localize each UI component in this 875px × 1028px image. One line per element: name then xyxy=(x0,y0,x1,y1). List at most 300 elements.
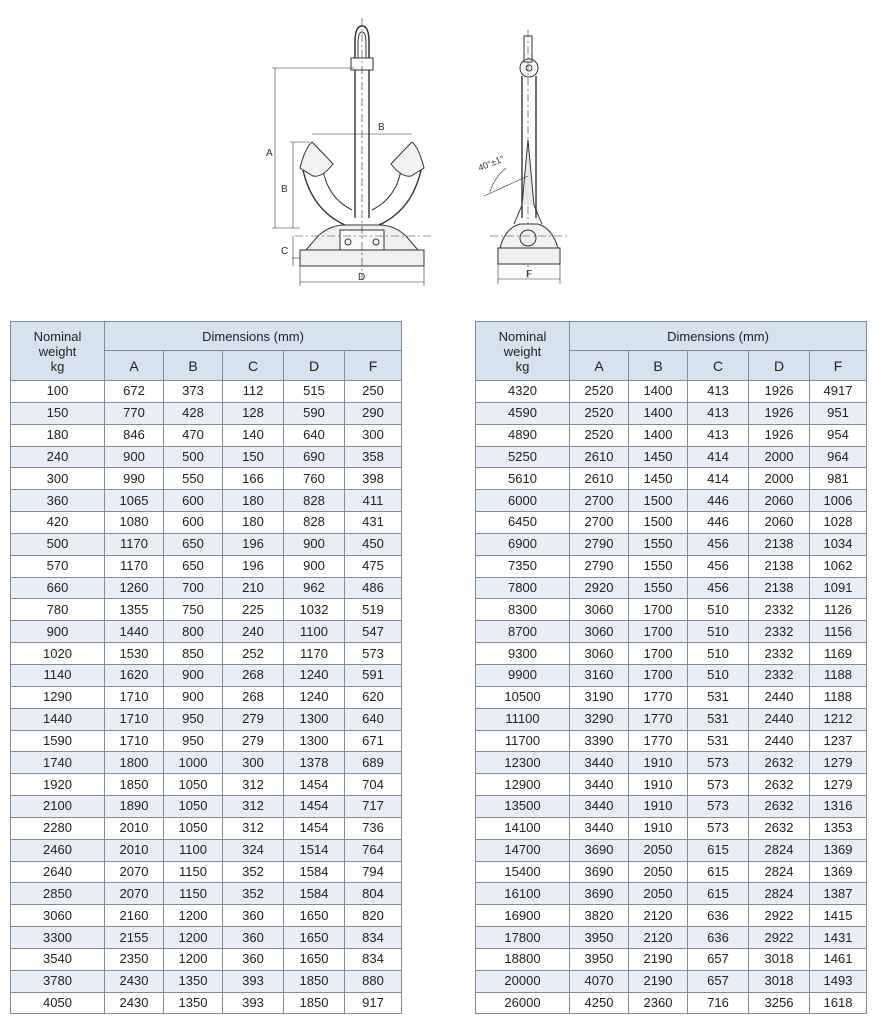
cell-weight: 8300 xyxy=(476,599,570,621)
cell-weight: 1290 xyxy=(11,686,105,708)
cell-weight: 360 xyxy=(11,490,105,512)
cell-d: 2922 xyxy=(749,905,810,927)
cell-f: 358 xyxy=(345,446,402,468)
cell-c: 510 xyxy=(688,599,749,621)
table-row xyxy=(11,752,402,774)
cell-b: 600 xyxy=(164,512,223,534)
cell-weight: 1140 xyxy=(11,664,105,686)
cell-a: 2700 xyxy=(570,512,629,534)
cell-f: 1188 xyxy=(810,664,867,686)
cell-f: 1618 xyxy=(810,992,867,1014)
cell-a: 846 xyxy=(105,424,164,446)
cell-c: 657 xyxy=(688,948,749,970)
table-row xyxy=(476,599,867,621)
cell-f: 1237 xyxy=(810,730,867,752)
cell-f: 431 xyxy=(345,512,402,534)
cell-c: 180 xyxy=(223,490,284,512)
cell-c: 456 xyxy=(688,533,749,555)
svg-text:F: F xyxy=(526,269,533,280)
cell-c: 112 xyxy=(223,381,284,403)
cell-weight: 6900 xyxy=(476,533,570,555)
cell-weight: 12900 xyxy=(476,774,570,796)
cell-f: 250 xyxy=(345,381,402,403)
cell-c: 657 xyxy=(688,970,749,992)
table-row xyxy=(476,664,867,686)
cell-a: 770 xyxy=(105,402,164,424)
table-row xyxy=(11,402,402,424)
col-header-a: A xyxy=(105,351,164,381)
cell-f: 486 xyxy=(345,577,402,599)
cell-c: 573 xyxy=(688,796,749,818)
table-row xyxy=(11,643,402,665)
cell-weight: 11700 xyxy=(476,730,570,752)
cell-c: 352 xyxy=(223,883,284,905)
table-row xyxy=(11,774,402,796)
cell-d: 2440 xyxy=(749,730,810,752)
cell-weight: 3060 xyxy=(11,905,105,927)
cell-b: 373 xyxy=(164,381,223,403)
cell-weight: 4890 xyxy=(476,424,570,446)
cell-weight: 4590 xyxy=(476,402,570,424)
cell-c: 279 xyxy=(223,708,284,730)
cell-c: 268 xyxy=(223,664,284,686)
cell-b: 700 xyxy=(164,577,223,599)
cell-a: 1620 xyxy=(105,664,164,686)
cell-c: 196 xyxy=(223,533,284,555)
cell-d: 2824 xyxy=(749,839,810,861)
cell-b: 1700 xyxy=(629,664,688,686)
cell-f: 954 xyxy=(810,424,867,446)
cell-b: 1700 xyxy=(629,621,688,643)
cell-f: 640 xyxy=(345,708,402,730)
cell-a: 1800 xyxy=(105,752,164,774)
cell-a: 3440 xyxy=(570,817,629,839)
table-row xyxy=(476,992,867,1014)
cell-weight: 12300 xyxy=(476,752,570,774)
cell-c: 312 xyxy=(223,817,284,839)
cell-weight: 3300 xyxy=(11,927,105,949)
cell-b: 1550 xyxy=(629,577,688,599)
cell-c: 252 xyxy=(223,643,284,665)
cell-a: 4070 xyxy=(570,970,629,992)
table-row xyxy=(11,577,402,599)
table-row xyxy=(11,730,402,752)
cell-d: 2332 xyxy=(749,664,810,686)
cell-b: 1150 xyxy=(164,861,223,883)
cell-b: 500 xyxy=(164,446,223,468)
cell-d: 1926 xyxy=(749,402,810,424)
cell-b: 950 xyxy=(164,730,223,752)
svg-text:B: B xyxy=(281,184,288,195)
cell-b: 1200 xyxy=(164,927,223,949)
cell-f: 1431 xyxy=(810,927,867,949)
cell-d: 1454 xyxy=(284,817,345,839)
cell-weight: 20000 xyxy=(476,970,570,992)
cell-a: 1850 xyxy=(105,774,164,796)
cell-c: 414 xyxy=(688,446,749,468)
cell-c: 573 xyxy=(688,752,749,774)
table-row xyxy=(11,905,402,927)
cell-weight: 16100 xyxy=(476,883,570,905)
table-row xyxy=(476,555,867,577)
cell-c: 140 xyxy=(223,424,284,446)
cell-c: 510 xyxy=(688,664,749,686)
cell-weight: 240 xyxy=(11,446,105,468)
cell-b: 950 xyxy=(164,708,223,730)
cell-f: 717 xyxy=(345,796,402,818)
cell-a: 1355 xyxy=(105,599,164,621)
cell-a: 2070 xyxy=(105,861,164,883)
cell-f: 1279 xyxy=(810,752,867,774)
cell-f: 450 xyxy=(345,533,402,555)
cell-a: 4250 xyxy=(570,992,629,1014)
cell-c: 456 xyxy=(688,577,749,599)
cell-a: 3690 xyxy=(570,883,629,905)
cell-weight: 14100 xyxy=(476,817,570,839)
anchor-side-view xyxy=(477,30,568,284)
cell-c: 615 xyxy=(688,883,749,905)
cell-d: 1240 xyxy=(284,664,345,686)
cell-b: 2050 xyxy=(629,883,688,905)
cell-a: 2790 xyxy=(570,533,629,555)
cell-weight: 5610 xyxy=(476,468,570,490)
cell-b: 1000 xyxy=(164,752,223,774)
cell-f: 1353 xyxy=(810,817,867,839)
cell-f: 573 xyxy=(345,643,402,665)
cell-f: 300 xyxy=(345,424,402,446)
cell-d: 1650 xyxy=(284,948,345,970)
cell-d: 1850 xyxy=(284,992,345,1014)
cell-a: 3160 xyxy=(570,664,629,686)
table-row xyxy=(476,424,867,446)
cell-weight: 3540 xyxy=(11,948,105,970)
cell-weight: 9900 xyxy=(476,664,570,686)
table-row xyxy=(11,708,402,730)
col-header-d: D xyxy=(284,351,345,381)
cell-weight: 1740 xyxy=(11,752,105,774)
table-row xyxy=(476,796,867,818)
cell-weight: 14700 xyxy=(476,839,570,861)
cell-d: 2824 xyxy=(749,883,810,905)
cell-c: 510 xyxy=(688,621,749,643)
cell-a: 3190 xyxy=(570,686,629,708)
table-row xyxy=(476,512,867,534)
table-row xyxy=(476,643,867,665)
cell-f: 398 xyxy=(345,468,402,490)
cell-c: 360 xyxy=(223,905,284,927)
cell-weight: 26000 xyxy=(476,992,570,1014)
cell-a: 2010 xyxy=(105,839,164,861)
cell-c: 360 xyxy=(223,927,284,949)
cell-f: 1062 xyxy=(810,555,867,577)
cell-f: 591 xyxy=(345,664,402,686)
cell-weight: 10500 xyxy=(476,686,570,708)
cell-f: 1126 xyxy=(810,599,867,621)
cell-b: 1400 xyxy=(629,381,688,403)
cell-weight: 3780 xyxy=(11,970,105,992)
cell-b: 1200 xyxy=(164,948,223,970)
cell-d: 1650 xyxy=(284,927,345,949)
cell-f: 704 xyxy=(345,774,402,796)
cell-c: 312 xyxy=(223,796,284,818)
cell-b: 1770 xyxy=(629,708,688,730)
table-row xyxy=(11,424,402,446)
cell-c: 636 xyxy=(688,927,749,949)
cell-d: 1170 xyxy=(284,643,345,665)
col-header-f: F xyxy=(345,351,402,381)
cell-d: 2440 xyxy=(749,686,810,708)
cell-weight: 2460 xyxy=(11,839,105,861)
cell-f: 1028 xyxy=(810,512,867,534)
cell-c: 413 xyxy=(688,402,749,424)
nominal-weight-header: Nominal weight kg xyxy=(476,322,570,381)
cell-c: 414 xyxy=(688,468,749,490)
cell-d: 760 xyxy=(284,468,345,490)
cell-f: 411 xyxy=(345,490,402,512)
cell-b: 1050 xyxy=(164,796,223,818)
cell-b: 1450 xyxy=(629,446,688,468)
cell-weight: 2850 xyxy=(11,883,105,905)
cell-f: 290 xyxy=(345,402,402,424)
cell-a: 1890 xyxy=(105,796,164,818)
table-row xyxy=(11,664,402,686)
cell-c: 128 xyxy=(223,402,284,424)
table-row xyxy=(476,708,867,730)
cell-c: 573 xyxy=(688,774,749,796)
cell-b: 1450 xyxy=(629,468,688,490)
cell-c: 393 xyxy=(223,992,284,1014)
cell-a: 2520 xyxy=(570,424,629,446)
table-row xyxy=(476,533,867,555)
cell-d: 1584 xyxy=(284,861,345,883)
cell-weight: 13500 xyxy=(476,796,570,818)
table-row xyxy=(476,577,867,599)
cell-b: 2120 xyxy=(629,927,688,949)
table-row xyxy=(476,730,867,752)
cell-c: 456 xyxy=(688,555,749,577)
cell-a: 2610 xyxy=(570,446,629,468)
cell-f: 834 xyxy=(345,948,402,970)
cell-weight: 4320 xyxy=(476,381,570,403)
col-header-b: B xyxy=(629,351,688,381)
cell-c: 225 xyxy=(223,599,284,621)
cell-d: 1514 xyxy=(284,839,345,861)
table-row xyxy=(11,796,402,818)
dimensions-header: Dimensions (mm) xyxy=(570,322,867,351)
cell-weight: 15400 xyxy=(476,861,570,883)
cell-d: 1100 xyxy=(284,621,345,643)
svg-text:A: A xyxy=(266,148,273,159)
cell-a: 3060 xyxy=(570,599,629,621)
cell-d: 2824 xyxy=(749,861,810,883)
cell-c: 300 xyxy=(223,752,284,774)
cell-b: 1700 xyxy=(629,643,688,665)
table-row xyxy=(11,446,402,468)
cell-d: 1926 xyxy=(749,381,810,403)
cell-c: 324 xyxy=(223,839,284,861)
cell-weight: 780 xyxy=(11,599,105,621)
cell-weight: 8700 xyxy=(476,621,570,643)
cell-d: 2138 xyxy=(749,533,810,555)
cell-c: 510 xyxy=(688,643,749,665)
table-row xyxy=(476,686,867,708)
table-row xyxy=(476,839,867,861)
cell-b: 550 xyxy=(164,468,223,490)
table-row xyxy=(476,621,867,643)
svg-text:D: D xyxy=(358,272,366,283)
cell-c: 531 xyxy=(688,730,749,752)
cell-d: 900 xyxy=(284,533,345,555)
cell-b: 650 xyxy=(164,555,223,577)
table-row xyxy=(11,533,402,555)
cell-b: 1910 xyxy=(629,817,688,839)
cell-f: 4917 xyxy=(810,381,867,403)
cell-a: 3290 xyxy=(570,708,629,730)
dimensions-header: Dimensions (mm) xyxy=(105,322,402,351)
cell-d: 900 xyxy=(284,555,345,577)
anchor-front-view xyxy=(266,18,432,286)
cell-b: 1500 xyxy=(629,490,688,512)
right-table-body xyxy=(476,381,867,1014)
anchor-dimensions-table-right xyxy=(475,321,867,1014)
cell-weight: 6450 xyxy=(476,512,570,534)
cell-f: 1279 xyxy=(810,774,867,796)
cell-d: 2138 xyxy=(749,555,810,577)
cell-c: 531 xyxy=(688,708,749,730)
table-row xyxy=(476,817,867,839)
cell-weight: 6000 xyxy=(476,490,570,512)
cell-a: 3440 xyxy=(570,796,629,818)
cell-f: 1156 xyxy=(810,621,867,643)
table-row xyxy=(476,774,867,796)
cell-f: 964 xyxy=(810,446,867,468)
cell-f: 620 xyxy=(345,686,402,708)
cell-d: 3018 xyxy=(749,948,810,970)
cell-c: 716 xyxy=(688,992,749,1014)
col-header-d: D xyxy=(749,351,810,381)
cell-d: 2138 xyxy=(749,577,810,599)
cell-c: 393 xyxy=(223,970,284,992)
cell-d: 2000 xyxy=(749,468,810,490)
cell-f: 880 xyxy=(345,970,402,992)
cell-f: 951 xyxy=(810,402,867,424)
table-row xyxy=(11,468,402,490)
cell-a: 2610 xyxy=(570,468,629,490)
cell-a: 2155 xyxy=(105,927,164,949)
cell-f: 1188 xyxy=(810,686,867,708)
cell-weight: 9300 xyxy=(476,643,570,665)
cell-a: 2070 xyxy=(105,883,164,905)
cell-b: 428 xyxy=(164,402,223,424)
cell-b: 2050 xyxy=(629,839,688,861)
cell-a: 2920 xyxy=(570,577,629,599)
cell-f: 1091 xyxy=(810,577,867,599)
table-row xyxy=(476,381,867,403)
cell-b: 650 xyxy=(164,533,223,555)
cell-b: 1350 xyxy=(164,970,223,992)
cell-f: 1034 xyxy=(810,533,867,555)
cell-d: 1378 xyxy=(284,752,345,774)
table-row xyxy=(476,402,867,424)
cell-b: 470 xyxy=(164,424,223,446)
cell-a: 3060 xyxy=(570,621,629,643)
cell-d: 1454 xyxy=(284,796,345,818)
cell-b: 1770 xyxy=(629,686,688,708)
cell-weight: 300 xyxy=(11,468,105,490)
cell-f: 736 xyxy=(345,817,402,839)
cell-f: 475 xyxy=(345,555,402,577)
cell-weight: 17800 xyxy=(476,927,570,949)
cell-a: 2700 xyxy=(570,490,629,512)
cell-c: 573 xyxy=(688,817,749,839)
cell-c: 210 xyxy=(223,577,284,599)
cell-b: 1550 xyxy=(629,533,688,555)
cell-weight: 4050 xyxy=(11,992,105,1014)
cell-a: 2520 xyxy=(570,381,629,403)
cell-a: 2520 xyxy=(570,402,629,424)
cell-a: 3440 xyxy=(570,752,629,774)
table-row xyxy=(11,817,402,839)
table-row xyxy=(476,948,867,970)
cell-d: 962 xyxy=(284,577,345,599)
cell-f: 1369 xyxy=(810,861,867,883)
cell-a: 2160 xyxy=(105,905,164,927)
cell-b: 1770 xyxy=(629,730,688,752)
cell-f: 1461 xyxy=(810,948,867,970)
cell-d: 2000 xyxy=(749,446,810,468)
cell-weight: 16900 xyxy=(476,905,570,927)
cell-f: 794 xyxy=(345,861,402,883)
cell-a: 3950 xyxy=(570,927,629,949)
cell-f: 820 xyxy=(345,905,402,927)
cell-d: 2632 xyxy=(749,796,810,818)
anchor-drawing xyxy=(0,0,875,300)
svg-text:40°±1°: 40°±1° xyxy=(476,153,506,173)
cell-weight: 1440 xyxy=(11,708,105,730)
cell-b: 1910 xyxy=(629,752,688,774)
cell-b: 1100 xyxy=(164,839,223,861)
cell-d: 1240 xyxy=(284,686,345,708)
col-header-f: F xyxy=(810,351,867,381)
cell-weight: 1590 xyxy=(11,730,105,752)
cell-b: 1700 xyxy=(629,599,688,621)
cell-c: 268 xyxy=(223,686,284,708)
cell-weight: 7350 xyxy=(476,555,570,577)
col-header-a: A xyxy=(570,351,629,381)
cell-weight: 2640 xyxy=(11,861,105,883)
cell-weight: 100 xyxy=(11,381,105,403)
cell-f: 981 xyxy=(810,468,867,490)
table-row xyxy=(11,839,402,861)
table-row xyxy=(11,861,402,883)
cell-weight: 7800 xyxy=(476,577,570,599)
cell-c: 360 xyxy=(223,948,284,970)
cell-a: 3690 xyxy=(570,861,629,883)
left-table-body xyxy=(11,381,402,1014)
cell-f: 671 xyxy=(345,730,402,752)
cell-b: 2120 xyxy=(629,905,688,927)
cell-weight: 2280 xyxy=(11,817,105,839)
cell-d: 1300 xyxy=(284,708,345,730)
table-row xyxy=(476,905,867,927)
cell-weight: 5250 xyxy=(476,446,570,468)
table-row xyxy=(476,927,867,949)
cell-c: 531 xyxy=(688,686,749,708)
table-row xyxy=(476,752,867,774)
cell-d: 2332 xyxy=(749,643,810,665)
col-header-b: B xyxy=(164,351,223,381)
cell-c: 166 xyxy=(223,468,284,490)
